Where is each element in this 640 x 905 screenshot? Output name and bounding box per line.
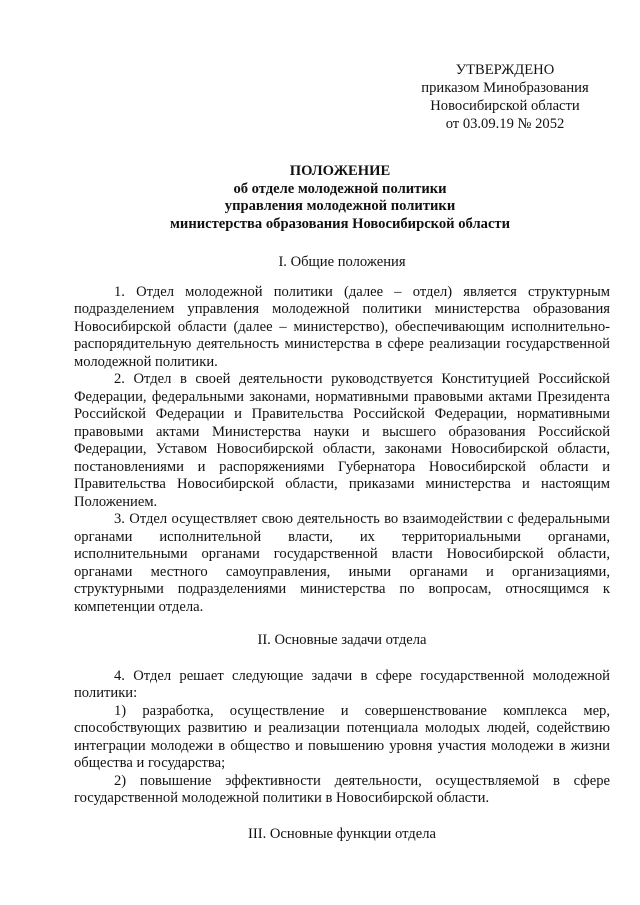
approval-line-1: УТВЕРЖДЕНО xyxy=(455,62,555,78)
section-title-general: I. Общие положения xyxy=(278,254,406,270)
paragraph-3: 3. Отдел осуществляет свою деятельность во взаимодействии с федеральными органами исполнительной власти, их территориальными органами, исполнительными органами государственной власти Новосибирской области, органами местного самоуправления, иными органами и организациями, структурными подразделениями министерства по вопросам, относящимся к компетенции отдела. xyxy=(74,511,610,615)
approval-stamp xyxy=(400,62,610,134)
paragraph-2: 2. Отдел в своей деятельности руководствуется Конституцией Российской Федерации, федеральными законами, нормативными правовыми актами Президента Российской Федерации и Правительства Российской Федерации, нормативными правовыми актами Министерства науки и высшего образования Российской Федерации, Уставом Новосибирской области, законами Новосибирской области, постановлениями и распоряжениями Губернатора Новосибирской области и Правительства Новосибирской области, приказами министерства и настоящим Положением. xyxy=(74,371,610,510)
document-body xyxy=(74,254,610,843)
title-line-4: министерства образования Новосибирской области xyxy=(169,215,511,232)
paragraph-4-item-1: 1) разработка, осуществление и совершенствование комплекса мер, способствующих развитию и реализации потенциала молодых людей, содействию интеграции молодежи в общество и повышению уровня участия молодежи в жизни общества и государства; xyxy=(74,702,610,771)
approval-line-2: приказом Минобразования xyxy=(421,80,589,96)
paragraph-1: 1. Отдел молодежной политики (далее – отдел) является структурным подразделением управления молодежной политики министерства образования Новосибирской области (далее – министерство), обеспечивающим исполнительно-распорядительную деятельность министерства в сфере реализации государственной молодежной политики. xyxy=(74,283,610,370)
paragraph-4: 4. Отдел решает следующие задачи в сфере государственной молодежной политики: xyxy=(74,667,610,701)
document-title xyxy=(64,163,616,233)
title-line-3: управления молодежной политики xyxy=(224,198,456,214)
paragraph-4-item-2: 2) повышение эффективности деятельности, осуществляемой в сфере государственной молодежной политики в Новосибирской области. xyxy=(74,772,610,806)
section-title-tasks: II. Основные задачи отдела xyxy=(257,632,427,648)
approval-line-3: Новосибирской области xyxy=(430,98,580,114)
section-title-functions: III. Основные функции отдела xyxy=(248,825,436,842)
title-line-2: об отделе молодежной политики xyxy=(233,180,447,197)
title-line-1: ПОЛОЖЕНИЕ xyxy=(289,163,391,179)
approval-line-4: от 03.09.19 № 2052 xyxy=(445,116,565,132)
